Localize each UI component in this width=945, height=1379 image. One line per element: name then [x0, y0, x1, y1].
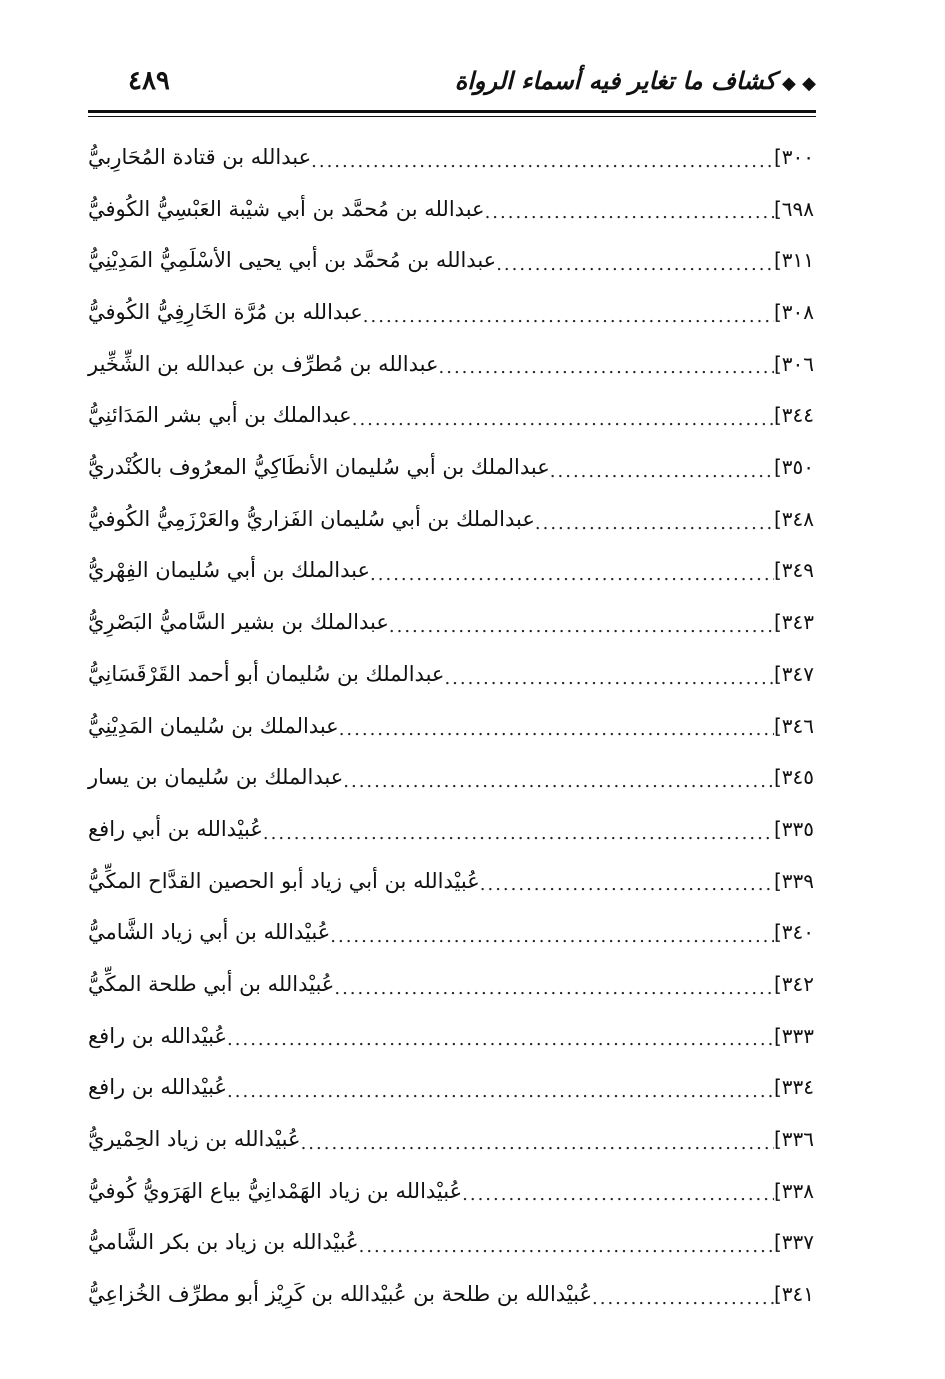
entry-name: عبدالملك بن بشير السَّاميُّ البَصْرِيُّ	[88, 610, 389, 635]
diamond-ornament-icon: ◆ ◆	[782, 73, 816, 94]
entry-reference: [٣٤٥	[773, 765, 814, 790]
entry-name: عُبيْدالله بن زياد بن بكر الشَّاميُّ	[88, 1230, 359, 1255]
entry-name: عُبيْدالله بن أبي زياد أبو الحصين القدَّاح المكِّيُّ	[88, 868, 480, 893]
index-entry	[88, 907, 814, 959]
leader-dots	[370, 553, 774, 597]
entry-name: عبدالملك بن سُليمان أبو أحمد القَرْقَسَانِيُّ	[88, 661, 445, 686]
index-entry-list	[88, 132, 814, 1321]
index-entry	[88, 597, 814, 649]
leader-dots	[339, 708, 774, 752]
entry-reference: [٣٤٢	[773, 971, 814, 996]
index-entry	[88, 752, 814, 804]
entry-reference: [٣٣٩	[773, 868, 814, 893]
index-entry	[88, 390, 814, 442]
entry-name: عبدالملك بن سُليمان بن يسار	[88, 765, 344, 790]
entry-name: عبدالله بن مُرَّة الخَارِفِيُّ الكُوفيُّ	[88, 300, 363, 325]
entry-name: عُبيْدالله بن زياد الحِمْيريُّ	[88, 1127, 301, 1152]
index-entry	[88, 959, 814, 1011]
leader-dots	[311, 140, 774, 184]
index-entry	[88, 1062, 814, 1114]
entry-name: عُبيْدالله بن طلحة بن عُبيْدالله بن كَرِيْز أبو مطرِّف الخُزاعِيُّ	[88, 1282, 593, 1307]
entry-name: عبدالله بن قتادة المُحَارِبيُّ	[88, 144, 312, 169]
header-rule-thin	[88, 116, 816, 117]
entry-name: عبدالملك بن أبي بشر المَدَائنِيُّ	[88, 403, 352, 428]
leader-dots	[496, 243, 774, 287]
leader-dots	[439, 346, 774, 390]
entry-reference: [٣٤٤	[773, 403, 814, 428]
entry-reference: [٦٩٨	[773, 196, 814, 221]
leader-dots	[227, 1018, 774, 1062]
entry-reference: [٣٤٦	[773, 713, 814, 738]
leader-dots	[535, 502, 774, 546]
index-entry	[88, 804, 814, 856]
entry-name: عُبيْدالله بن أبي زياد الشَّاميُّ	[88, 920, 331, 945]
entry-reference: [٣٤٩	[773, 558, 814, 583]
index-entry	[88, 1114, 814, 1166]
index-entry	[88, 1011, 814, 1063]
index-entry	[88, 546, 814, 598]
entry-reference: [٣٣٤	[773, 1075, 814, 1100]
index-entry	[88, 494, 814, 546]
entry-name: عبدالملك بن أبي سُليمان الأنطَاكِيُّ المعرُوف بالكُنْدريُّ	[88, 455, 550, 480]
leader-dots	[301, 1122, 774, 1166]
entry-reference: [٣٣٣	[773, 1023, 814, 1048]
leader-dots	[480, 863, 774, 907]
index-entry	[88, 184, 814, 236]
page-header	[88, 62, 816, 108]
entry-name: عبدالملك بن سُليمان المَدِيْنِيُّ	[88, 713, 339, 738]
index-entry	[88, 1166, 814, 1218]
leader-dots	[330, 915, 774, 959]
index-entry	[88, 701, 814, 753]
index-entry	[88, 442, 814, 494]
entry-name: عُبيْدالله بن زياد الهَمْدانِيُّ بياع الهَرَويُّ كُوفيُّ	[88, 1178, 463, 1203]
entry-name: عُبيْدالله بن أبي رافع	[88, 816, 263, 841]
entry-name: عبدالملك بن أبي سُليمان الفَزاريُّ والعَرْزَمِيُّ الكُوفيُّ	[88, 506, 535, 531]
running-title-text: كشاف ما تغاير فيه أسماء الرواة	[454, 66, 777, 95]
leader-dots	[263, 812, 774, 856]
entry-reference: [٣٠٦	[773, 351, 814, 376]
entry-reference: [٣٤١	[773, 1282, 814, 1307]
index-entry	[88, 649, 814, 701]
running-title	[455, 66, 816, 95]
page-number: ٤٨٩	[128, 66, 170, 96]
index-entry	[88, 856, 814, 908]
leader-dots	[389, 605, 774, 649]
leader-dots	[227, 1070, 774, 1114]
entry-reference: [٣٤٨	[773, 506, 814, 531]
entry-reference: [٣٤٣	[773, 610, 814, 635]
leader-dots	[352, 398, 774, 442]
entry-reference: [٣٣٥	[773, 816, 814, 841]
index-entry	[88, 235, 814, 287]
leader-dots	[334, 967, 774, 1011]
index-entry	[88, 1269, 814, 1321]
entry-reference: [٣٣٨	[773, 1178, 814, 1203]
index-entry	[88, 1217, 814, 1269]
leader-dots	[363, 295, 774, 339]
entry-name: عُبيْدالله بن رافع	[88, 1023, 228, 1048]
entry-name: عُبيْدالله بن رافع	[88, 1075, 228, 1100]
entry-reference: [٣٤٠	[773, 920, 814, 945]
entry-reference: [٣١١	[773, 248, 814, 273]
leader-dots	[462, 1173, 774, 1217]
entry-reference: [٣٣٦	[773, 1127, 814, 1152]
leader-dots	[550, 450, 774, 494]
index-entry	[88, 132, 814, 184]
leader-dots	[485, 191, 774, 235]
leader-dots	[592, 1277, 774, 1321]
entry-name: عبدالملك بن أبي سُليمان الفِهْريُّ	[88, 558, 371, 583]
entry-reference: [٣٤٧	[773, 661, 814, 686]
leader-dots	[444, 657, 774, 701]
entry-reference: [٣٣٧	[773, 1230, 814, 1255]
leader-dots	[343, 760, 774, 804]
entry-name: عبدالله بن مُحمَّد بن أبي يحيى الأسْلَمِيُّ المَدِيْنِيُّ	[88, 248, 497, 273]
entry-name: عبدالله بن مُطرِّف بن عبدالله بن الشِّخِّير	[88, 351, 439, 376]
header-rule-thick	[88, 110, 816, 113]
index-entry	[88, 339, 814, 391]
entry-reference: [٣٥٠	[773, 455, 814, 480]
entry-name: عُبيْدالله بن أبي طلحة المكِّيُّ	[88, 971, 335, 996]
index-entry	[88, 287, 814, 339]
entry-reference: [٣٠٨	[773, 300, 814, 325]
leader-dots	[359, 1225, 774, 1269]
entry-reference: [٣٠٠	[773, 144, 814, 169]
entry-name: عبدالله بن مُحمَّد بن أبي شيْبة العَبْسِيُّ الكُوفيُّ	[88, 196, 485, 221]
